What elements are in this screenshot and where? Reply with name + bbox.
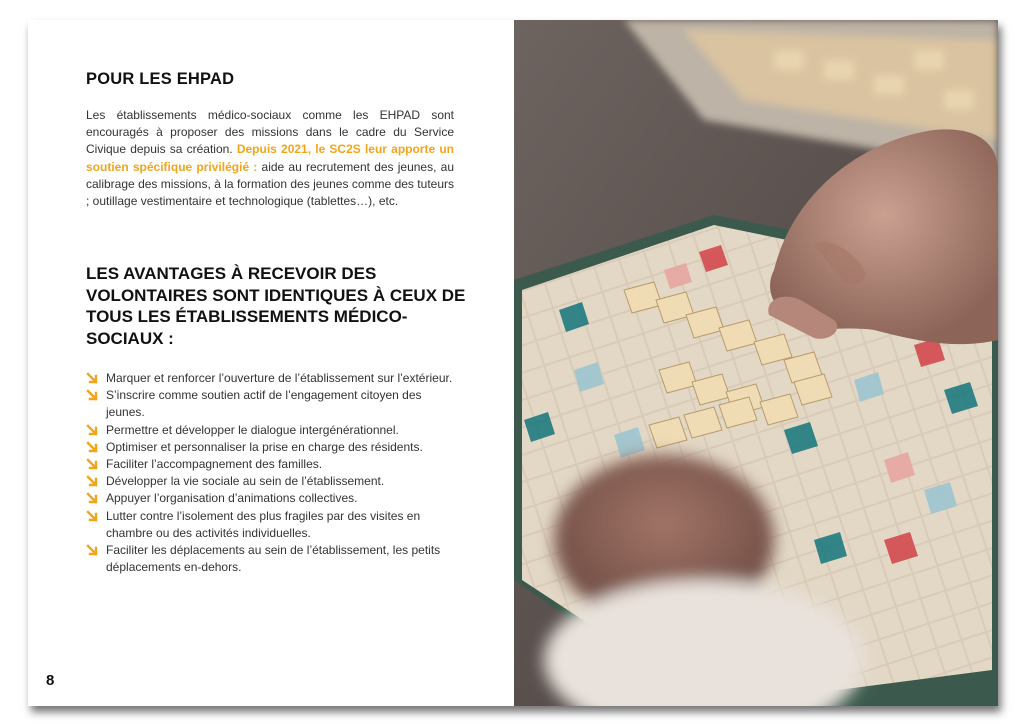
list-item — [86, 456, 458, 473]
list-item-text: Faciliter les déplacements au sein de l’établissement, les petits déplacements en-dehors. — [106, 543, 441, 575]
advantages-heading: LES AVANTAGES À RECEVOIR DES VOLONTAIRES SONT IDENTIQUES À CEUX DE TOUS LES ÉTABLISSEMENTS MÉDICO-SOCIAUX : — [86, 264, 466, 348]
intro-text-2: aide au recrutement des jeunes, au calibrage des missions, à la formation des jeunes comme des tuteurs ; outillage vestimentaire et technologique (tablettes…), etc. — [86, 159, 454, 209]
arrow-down-right-icon — [86, 441, 98, 453]
arrow-down-right-icon — [86, 475, 98, 487]
list-item — [86, 473, 458, 490]
list-item-text: Marquer et renforcer l’ouverture de l’établissement sur l’extérieur. — [106, 371, 453, 385]
list-item — [86, 387, 458, 421]
intro-text-1: Les établissements médico-sociaux comme les EHPAD sont encouragés à proposer des missions dans le cadre du Service Civique depuis sa création. — [86, 108, 454, 157]
list-item — [86, 439, 458, 456]
page-heading: POUR LES EHPAD — [86, 70, 235, 88]
list-item-text: S’inscrire comme soutien actif de l’engagement citoyen des jeunes. — [106, 388, 422, 420]
intro-paragraph — [86, 107, 454, 210]
list-item-text: Optimiser et personnaliser la prise en charge des résidents. — [106, 439, 423, 454]
list-item — [86, 370, 458, 387]
list-item-text: Permettre et développer le dialogue intergénérationnel. — [106, 422, 399, 437]
photo-illustration — [514, 20, 998, 706]
list-item — [86, 542, 458, 576]
list-item — [86, 508, 458, 542]
list-item-text: Faciliter l’accompagnement des familles. — [106, 457, 323, 472]
left-page — [28, 20, 514, 706]
arrow-down-right-icon — [86, 372, 98, 384]
list-item — [86, 490, 458, 507]
list-item-text: Appuyer l’organisation d’animations collectives. — [106, 491, 358, 506]
list-item — [86, 422, 458, 439]
arrow-down-right-icon — [86, 544, 98, 556]
scrabble-photo — [514, 20, 998, 706]
brochure-spread — [28, 20, 998, 706]
arrow-down-right-icon — [86, 424, 98, 436]
arrow-down-right-icon — [86, 389, 98, 401]
advantages-list — [86, 370, 458, 576]
list-item-text: Lutter contre l’isolement des plus fragiles par des visites en chambre ou des activités individuelles. — [106, 508, 421, 540]
arrow-down-right-icon — [86, 510, 98, 522]
arrow-down-right-icon — [86, 492, 98, 504]
page-number: 8 — [46, 672, 55, 689]
arrow-down-right-icon — [86, 458, 98, 470]
list-item-text: Développer la vie sociale au sein de l’établissement. — [106, 474, 385, 489]
intro-highlight: Depuis 2021, le SC2S leur apporte un soutien spécifique privilégié : — [86, 142, 454, 174]
